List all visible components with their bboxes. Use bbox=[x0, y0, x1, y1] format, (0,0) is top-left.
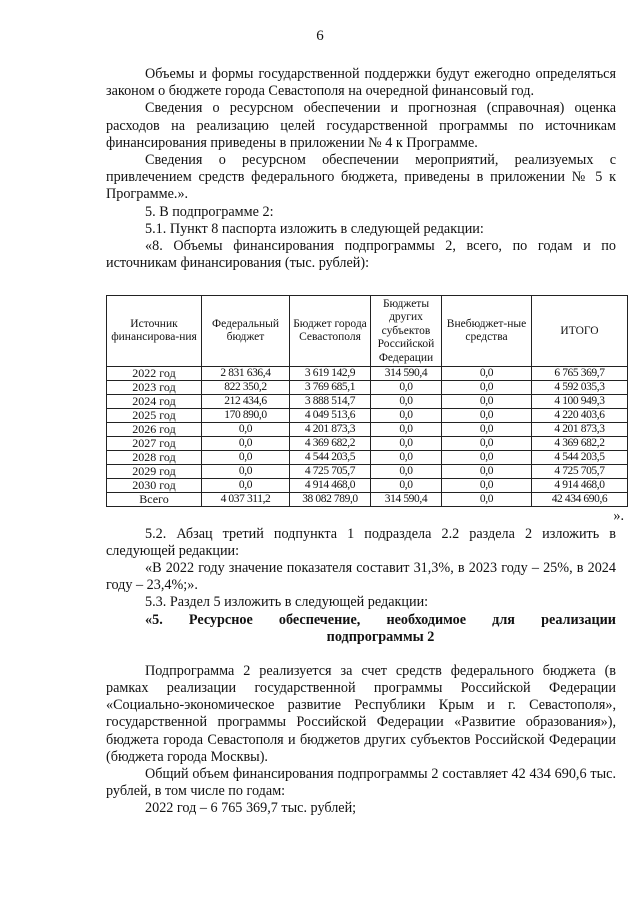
table-total-row bbox=[107, 493, 628, 507]
paragraph-item-8: «8. Объемы финансирования подпрограммы 2, всего, по годам и по источникам финансирования (тыс. рублей): bbox=[106, 238, 616, 272]
page-number: 6 bbox=[316, 28, 324, 44]
table-cell: 0,0 bbox=[371, 479, 442, 493]
table-cell: 0,0 bbox=[371, 395, 442, 409]
table-cell: 0,0 bbox=[442, 437, 532, 451]
table-cell: 2026 год bbox=[107, 423, 202, 437]
table-cell: 4 725 705,7 bbox=[290, 465, 371, 479]
table-cell: 212 434,6 bbox=[202, 395, 290, 409]
table-closing-quote: ». bbox=[613, 508, 624, 525]
table-header-row bbox=[107, 296, 628, 367]
header-federal: Федеральный бюджет bbox=[202, 296, 290, 367]
table-cell: 2023 год bbox=[107, 381, 202, 395]
heading-word: Ресурсное bbox=[188, 611, 253, 628]
table-cell: 170 890,0 bbox=[202, 409, 290, 423]
paragraph-item-5: 5. В подпрограмме 2: bbox=[145, 203, 274, 220]
table-cell: 0,0 bbox=[371, 423, 442, 437]
table-cell: 822 350,2 bbox=[202, 381, 290, 395]
paragraph-state-support: Объемы и формы государственной поддержки будут ежегодно определяться законом о бюджете города Севастополя на очередной финансовый год. bbox=[106, 66, 616, 100]
table-cell: 4 049 513,6 bbox=[290, 409, 371, 423]
table-cell: 314 590,4 bbox=[371, 493, 442, 507]
header-source: Источник финансирова-ния bbox=[107, 296, 202, 367]
table-cell: 2029 год bbox=[107, 465, 202, 479]
table-cell: 2030 год bbox=[107, 479, 202, 493]
table-cell: 4 592 035,3 bbox=[532, 381, 628, 395]
table-cell: 4 201 873,3 bbox=[532, 423, 628, 437]
paragraph-federal-measures: Сведения о ресурсном обеспечении мероприятий, реализуемых с привлечением средств федерального бюджета, приведены в приложении № 5 к Программе.». bbox=[106, 152, 616, 203]
table-cell: 2024 год bbox=[107, 395, 202, 409]
heading-word: реализации bbox=[541, 611, 616, 628]
table-cell: 0,0 bbox=[202, 479, 290, 493]
heading-word: необходимое bbox=[386, 611, 467, 628]
paragraph-item-5-2: 5.2. Абзац третий подпункта 1 подраздела 2.2 раздела 2 изложить в следующей редакции: bbox=[106, 525, 616, 559]
table-cell: 0,0 bbox=[442, 423, 532, 437]
document-body bbox=[106, 66, 624, 818]
heading-word: «5. bbox=[145, 611, 163, 628]
table-cell: 3 619 142,9 bbox=[290, 367, 371, 381]
table-cell: 2028 год bbox=[107, 451, 202, 465]
table-row bbox=[107, 451, 628, 465]
heading-word: обеспечение, bbox=[278, 611, 361, 628]
paragraph-item-5-1: 5.1. Пункт 8 паспорта изложить в следующей редакции: bbox=[145, 220, 484, 237]
table-row bbox=[107, 465, 628, 479]
table-cell: 4 201 873,3 bbox=[290, 423, 371, 437]
paragraph-subprogram-funding: Подпрограмма 2 реализуется за счет средств федерального бюджета (в рамках реализации государственной программы Российской Федерации «Социально-экономическое развитие Республики Крым и г. Севастополя», государственной программы Российской Федерации «Развитие образования»), бюджета города Севастополя и бюджетов других субъектов Российской Федерации (бюджета города Москвы). bbox=[106, 662, 616, 765]
paragraph-indicator: «В 2022 году значение показателя составит 31,3%, в 2023 году – 25%, в 2024 году – 23,4%;». bbox=[106, 560, 616, 594]
table-cell: 2027 год bbox=[107, 437, 202, 451]
table-cell: 0,0 bbox=[442, 381, 532, 395]
table-cell: 4 725 705,7 bbox=[532, 465, 628, 479]
table-cell: 0,0 bbox=[202, 465, 290, 479]
table-cell: 0,0 bbox=[442, 409, 532, 423]
section-heading-line2: подпрограммы 2 bbox=[326, 628, 435, 645]
financing-table bbox=[106, 295, 628, 507]
header-other-subjects: Бюджеты других субъектов Российской Федерации bbox=[371, 296, 442, 367]
table-cell: 0,0 bbox=[202, 437, 290, 451]
table-cell: 0,0 bbox=[371, 437, 442, 451]
table-row bbox=[107, 367, 628, 381]
table-cell: 4 369 682,2 bbox=[290, 437, 371, 451]
table-row bbox=[107, 381, 628, 395]
paragraph-resource-info: Сведения о ресурсном обеспечении и прогнозная (справочная) оценка расходов на реализацию целей государственной программы по источникам финансирования приведены в приложении № 4 к Программе. bbox=[106, 100, 616, 151]
table-cell: 314 590,4 bbox=[371, 367, 442, 381]
table-cell: 0,0 bbox=[442, 395, 532, 409]
table-row bbox=[107, 409, 628, 423]
table-cell: 3 769 685,1 bbox=[290, 381, 371, 395]
table-cell: 6 765 369,7 bbox=[532, 367, 628, 381]
table-cell: 4 220 403,6 bbox=[532, 409, 628, 423]
table-cell: 0,0 bbox=[442, 465, 532, 479]
table-row bbox=[107, 479, 628, 493]
table-cell: 4 037 311,2 bbox=[202, 493, 290, 507]
table-cell: 0,0 bbox=[442, 367, 532, 381]
heading-word: для bbox=[492, 611, 515, 628]
table-cell: 3 888 514,7 bbox=[290, 395, 371, 409]
table-row bbox=[107, 423, 628, 437]
table-cell: 0,0 bbox=[371, 381, 442, 395]
header-city-budget: Бюджет города Севастополя bbox=[290, 296, 371, 367]
table-cell: 0,0 bbox=[202, 423, 290, 437]
table-cell: 0,0 bbox=[442, 451, 532, 465]
table-cell: 38 082 789,0 bbox=[290, 493, 371, 507]
table-cell: 4 544 203,5 bbox=[290, 451, 371, 465]
table-cell: 2 831 636,4 bbox=[202, 367, 290, 381]
header-total: ИТОГО bbox=[532, 296, 628, 367]
table-cell: 0,0 bbox=[371, 465, 442, 479]
table-cell: 0,0 bbox=[442, 493, 532, 507]
table-cell: 42 434 690,6 bbox=[532, 493, 628, 507]
table-row bbox=[107, 395, 628, 409]
table-cell: 4 369 682,2 bbox=[532, 437, 628, 451]
table-cell: 0,0 bbox=[442, 479, 532, 493]
table-cell: 2022 год bbox=[107, 367, 202, 381]
table-cell: 4 100 949,3 bbox=[532, 395, 628, 409]
table-cell: Всего bbox=[107, 493, 202, 507]
header-extrabudgetary: Внебюджет-ные средства bbox=[442, 296, 532, 367]
paragraph-item-5-3: 5.3. Раздел 5 изложить в следующей редакции: bbox=[145, 594, 429, 611]
paragraph-total-volume: Общий объем финансирования подпрограммы 2 составляет 42 434 690,6 тыс. рублей, в том числе по годам: bbox=[106, 766, 616, 800]
table-row bbox=[107, 437, 628, 451]
section-heading bbox=[106, 612, 616, 629]
table-cell: 2025 год bbox=[107, 409, 202, 423]
table-cell: 0,0 bbox=[371, 451, 442, 465]
table-cell: 4 914 468,0 bbox=[290, 479, 371, 493]
table-cell: 0,0 bbox=[202, 451, 290, 465]
paragraph-year-2022: 2022 год – 6 765 369,7 тыс. рублей; bbox=[145, 800, 357, 817]
table-cell: 4 914 468,0 bbox=[532, 479, 628, 493]
table-cell: 0,0 bbox=[371, 409, 442, 423]
table-cell: 4 544 203,5 bbox=[532, 451, 628, 465]
